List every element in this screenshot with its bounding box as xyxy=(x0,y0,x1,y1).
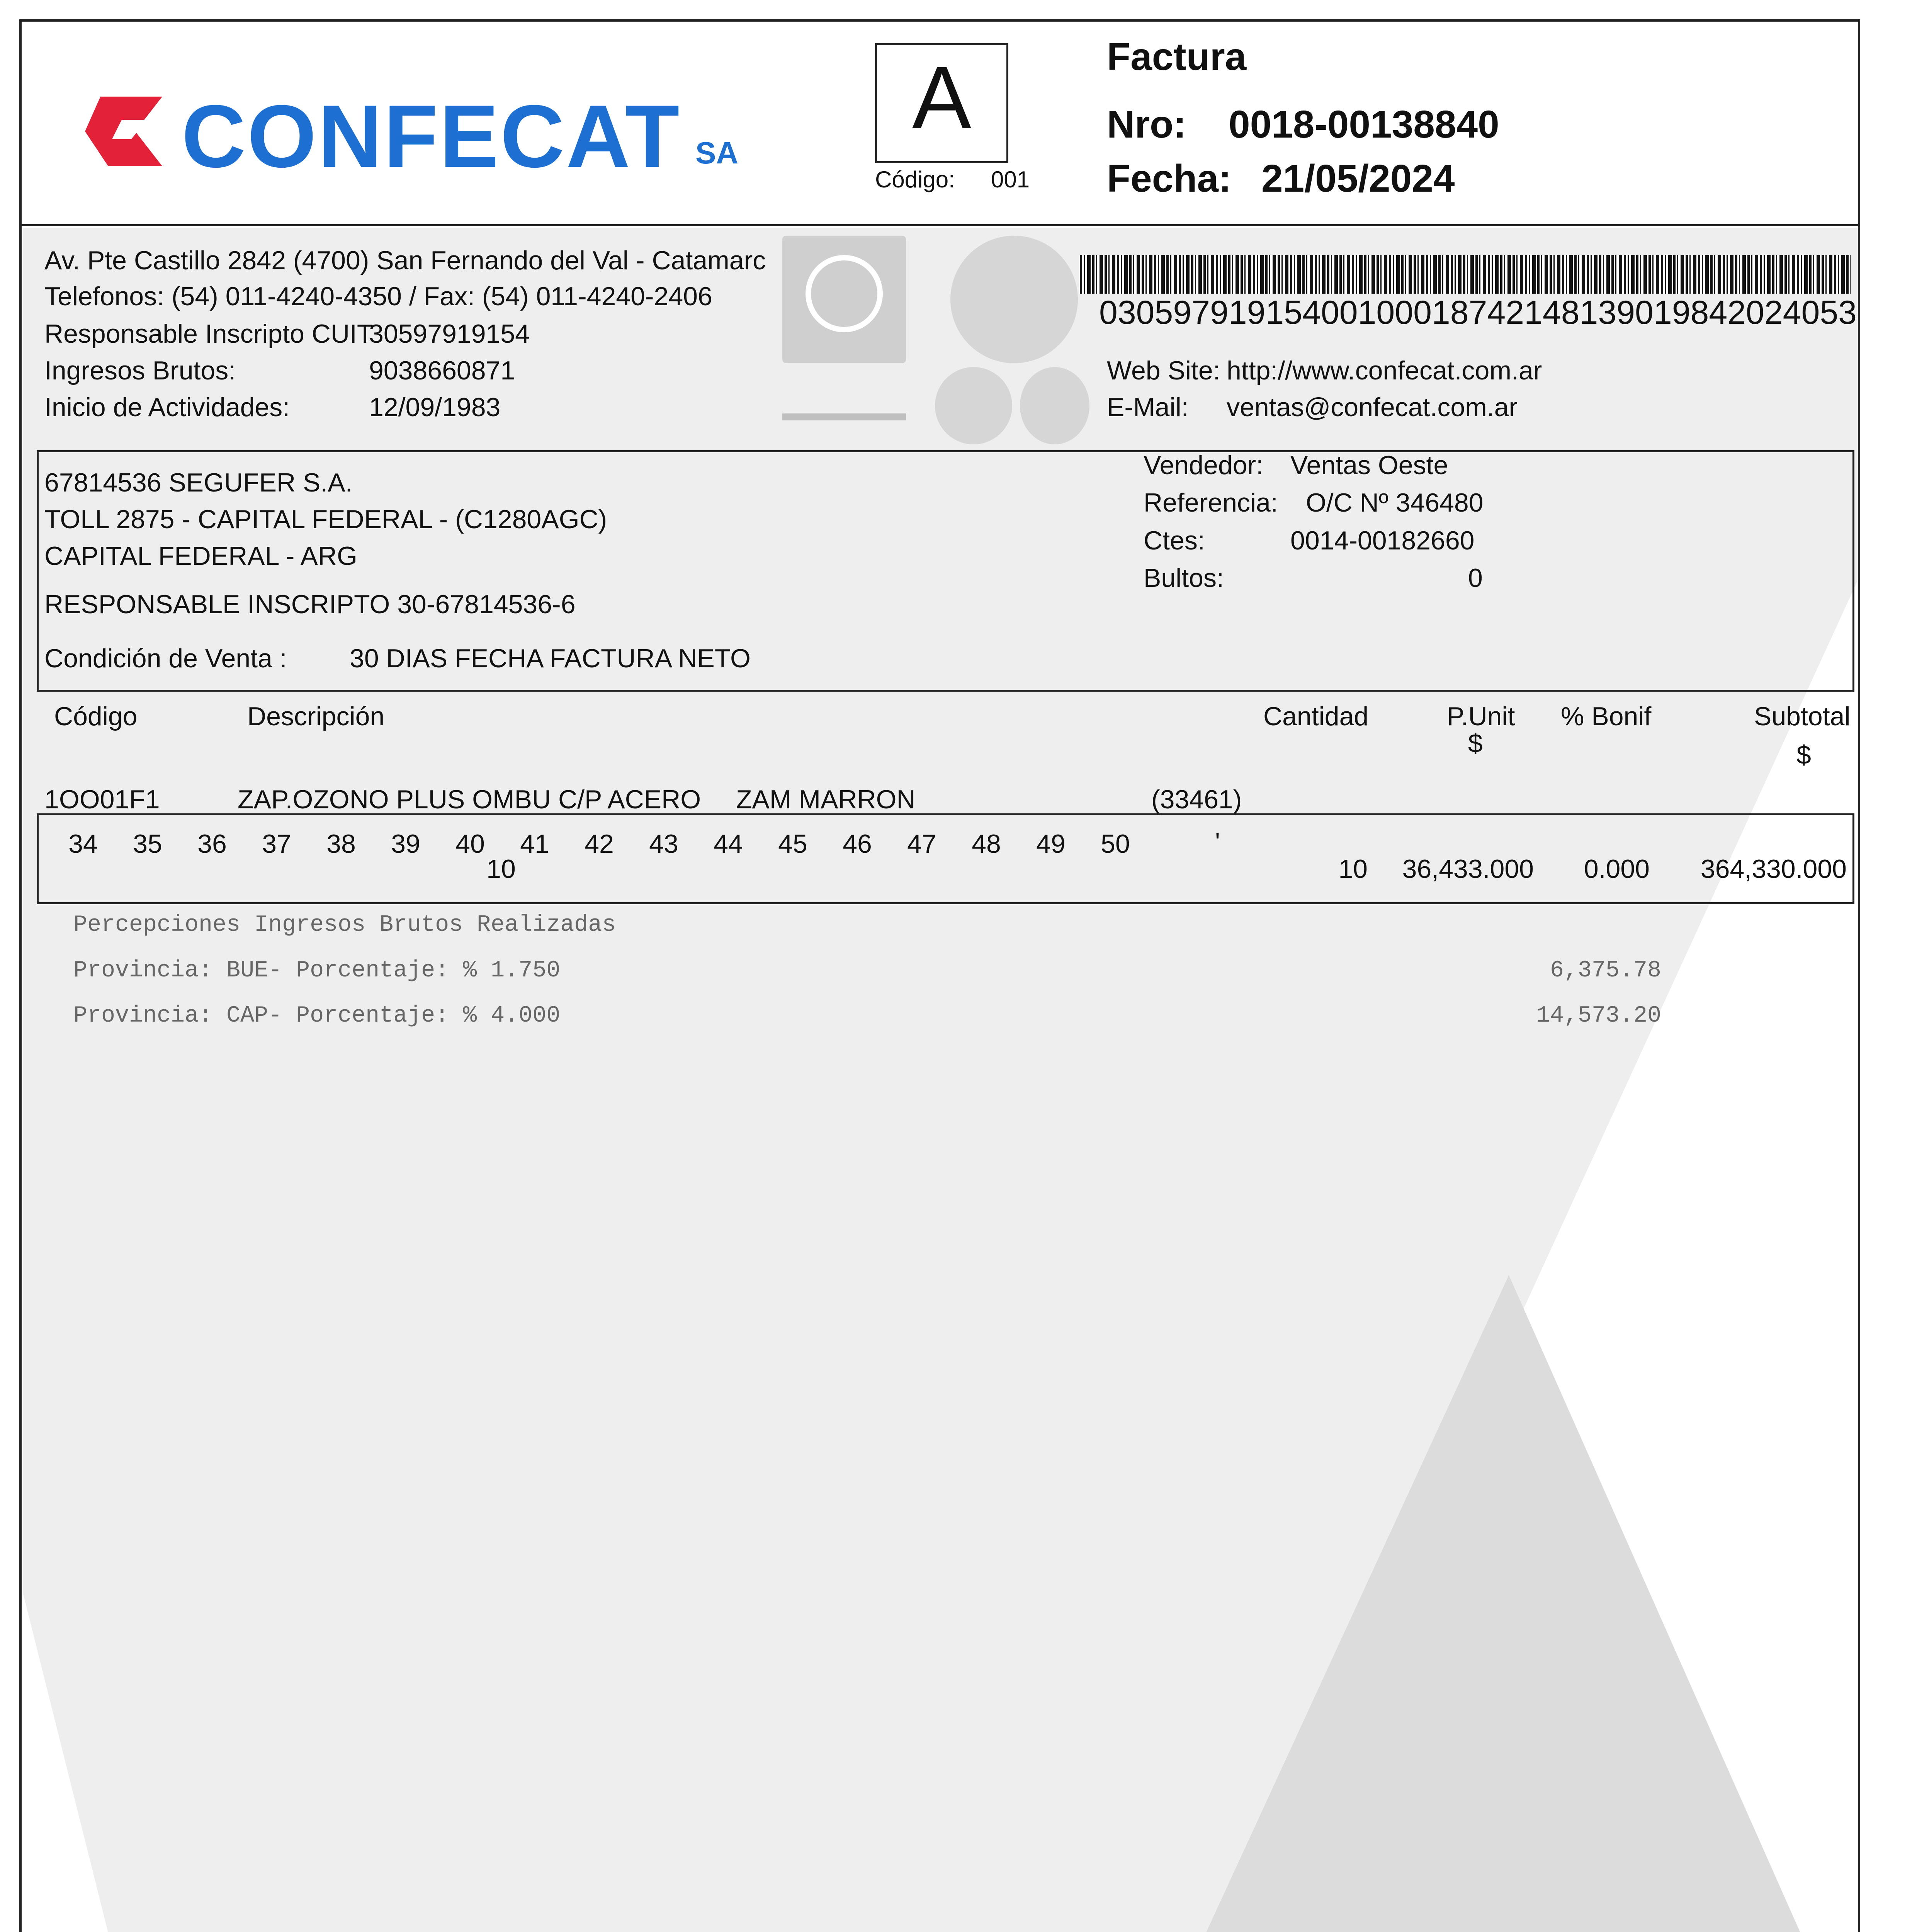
item-bonif: 0.000 xyxy=(1584,854,1650,884)
col-subtotal-currency: $ xyxy=(1796,740,1811,770)
col-subtotal: Subtotal xyxy=(1754,702,1851,731)
percepcion-row-label: Provincia: CAP- Porcentaje: % 4.000 xyxy=(73,1003,561,1029)
size-40-qty: 10 xyxy=(486,854,516,884)
size-label: 48 xyxy=(972,829,1001,859)
size-label: 40 xyxy=(455,829,485,859)
nro-label: Nro: xyxy=(1107,103,1186,146)
size-label: 46 xyxy=(843,829,872,859)
codigo-label: Código: xyxy=(875,167,955,192)
customer-line1: 67814536 SEGUFER S.A. xyxy=(44,468,353,497)
col-descripcion: Descripción xyxy=(247,702,385,731)
cuit-label: Responsable Inscripto CUIT xyxy=(44,319,373,349)
size-label: 34 xyxy=(68,829,98,859)
col-cantidad: Cantidad xyxy=(1263,702,1369,731)
company-address: Av. Pte Castillo 2842 (4700) San Fernando del Val - Catamarc xyxy=(44,246,766,275)
fecha-value: 21/05/2024 xyxy=(1261,157,1455,200)
iibb-label: Ingresos Brutos: xyxy=(44,356,236,385)
confecat-logo-icon xyxy=(85,89,170,174)
iram-seal-footer xyxy=(782,413,906,420)
fecha-label: Fecha: xyxy=(1107,157,1232,200)
size-label: 37 xyxy=(262,829,291,859)
condicion-value: 30 DIAS FECHA FACTURA NETO xyxy=(350,644,751,673)
size-label: 42 xyxy=(585,829,614,859)
item-ref: (33461) xyxy=(1151,785,1242,814)
size-label: 39 xyxy=(391,829,420,859)
logo-text: CONFECAT xyxy=(182,87,681,186)
iram-seal-icon xyxy=(782,236,906,363)
item-subtotal: 364,330.000 xyxy=(1700,854,1847,884)
item-code: 1OO01F1 xyxy=(44,785,160,814)
size-label: 50 xyxy=(1101,829,1130,859)
barcode-number: 030597919154001000187421481390198420240​53 xyxy=(1099,294,1857,331)
customer-line2: TOLL 2875 - CAPITAL FEDERAL - (C1280AGC) xyxy=(44,505,607,534)
email-value[interactable]: ventas@confecat.com.ar xyxy=(1227,393,1518,422)
size-label: 43 xyxy=(649,829,678,859)
item-cantidad: 10 xyxy=(1338,854,1368,884)
size-label: 35 xyxy=(133,829,162,859)
percepcion-row-label: Provincia: BUE- Porcentaje: % 1.750 xyxy=(73,957,561,984)
ctes-value: 0014-00182660 xyxy=(1290,526,1475,555)
cert-seal-icon-2 xyxy=(1020,367,1089,444)
invoice-title: Factura xyxy=(1107,35,1247,78)
email-label: E-Mail: xyxy=(1107,393,1189,422)
size-label: 47 xyxy=(907,829,936,859)
iibb-value: 9038660871 xyxy=(369,356,515,385)
company-phones: Telefonos: (54) 011-4240-4350 / Fax: (54) 011-4240-2406 xyxy=(44,282,712,311)
customer-iva: RESPONSABLE INSCRIPTO 30-67814536-6 xyxy=(44,590,576,619)
barcode xyxy=(1080,255,1851,294)
bultos-value: 0 xyxy=(1468,563,1483,593)
customer-line3: CAPITAL FEDERAL - ARG xyxy=(44,541,357,571)
size-label: 38 xyxy=(326,829,356,859)
size-label: 49 xyxy=(1036,829,1066,859)
col-codigo: Código xyxy=(54,702,138,731)
size-label: 36 xyxy=(197,829,227,859)
codigo-value: 001 xyxy=(991,167,1030,192)
web-value[interactable]: http://www.confecat.com.ar xyxy=(1227,356,1542,385)
nro-value: 0018-00138840 xyxy=(1229,103,1499,146)
bultos-label: Bultos: xyxy=(1144,563,1224,593)
percepciones-title: Percepciones Ingresos Brutos Realizadas xyxy=(73,912,616,938)
percepcion-row-amount: 14,573.20 xyxy=(1536,1003,1661,1029)
size-apostrophe: ' xyxy=(1215,827,1220,857)
cert-seal-icon-1 xyxy=(935,367,1012,444)
col-bonif: % Bonif xyxy=(1561,702,1652,731)
referencia-value: O/C Nº 346480 xyxy=(1306,488,1484,517)
percepcion-row-amount: 6,375.78 xyxy=(1550,957,1661,984)
item-punit: 36,433.000 xyxy=(1402,854,1534,884)
condicion-label: Condición de Venta : xyxy=(44,644,287,673)
inicio-label: Inicio de Actividades: xyxy=(44,393,290,422)
cuit-value: 30597919154 xyxy=(369,319,530,349)
ctes-label: Ctes: xyxy=(1144,526,1205,555)
web-label: Web Site: xyxy=(1107,356,1220,385)
logo-suffix: SA xyxy=(695,136,739,170)
col-punit: P.Unit xyxy=(1447,702,1515,731)
size-label: 45 xyxy=(778,829,807,859)
vendedor-value: Ventas Oeste xyxy=(1290,451,1448,480)
item-description: ZAP.OZONO PLUS OMBU C/P ACERO xyxy=(238,785,701,814)
size-label: 41 xyxy=(520,829,549,859)
item-color: ZAM MARRON xyxy=(736,785,916,814)
size-label: 44 xyxy=(714,829,743,859)
size-grid xyxy=(68,827,1220,860)
col-punit-currency: $ xyxy=(1468,729,1483,758)
inicio-value: 12/09/1983 xyxy=(369,393,501,422)
company-logo xyxy=(85,85,742,186)
header-divider xyxy=(19,224,1860,226)
iqnet-seal-icon xyxy=(950,236,1078,363)
vendedor-label: Vendedor: xyxy=(1144,451,1264,480)
invoice-letter: A xyxy=(912,48,972,147)
referencia-label: Referencia: xyxy=(1144,488,1278,517)
